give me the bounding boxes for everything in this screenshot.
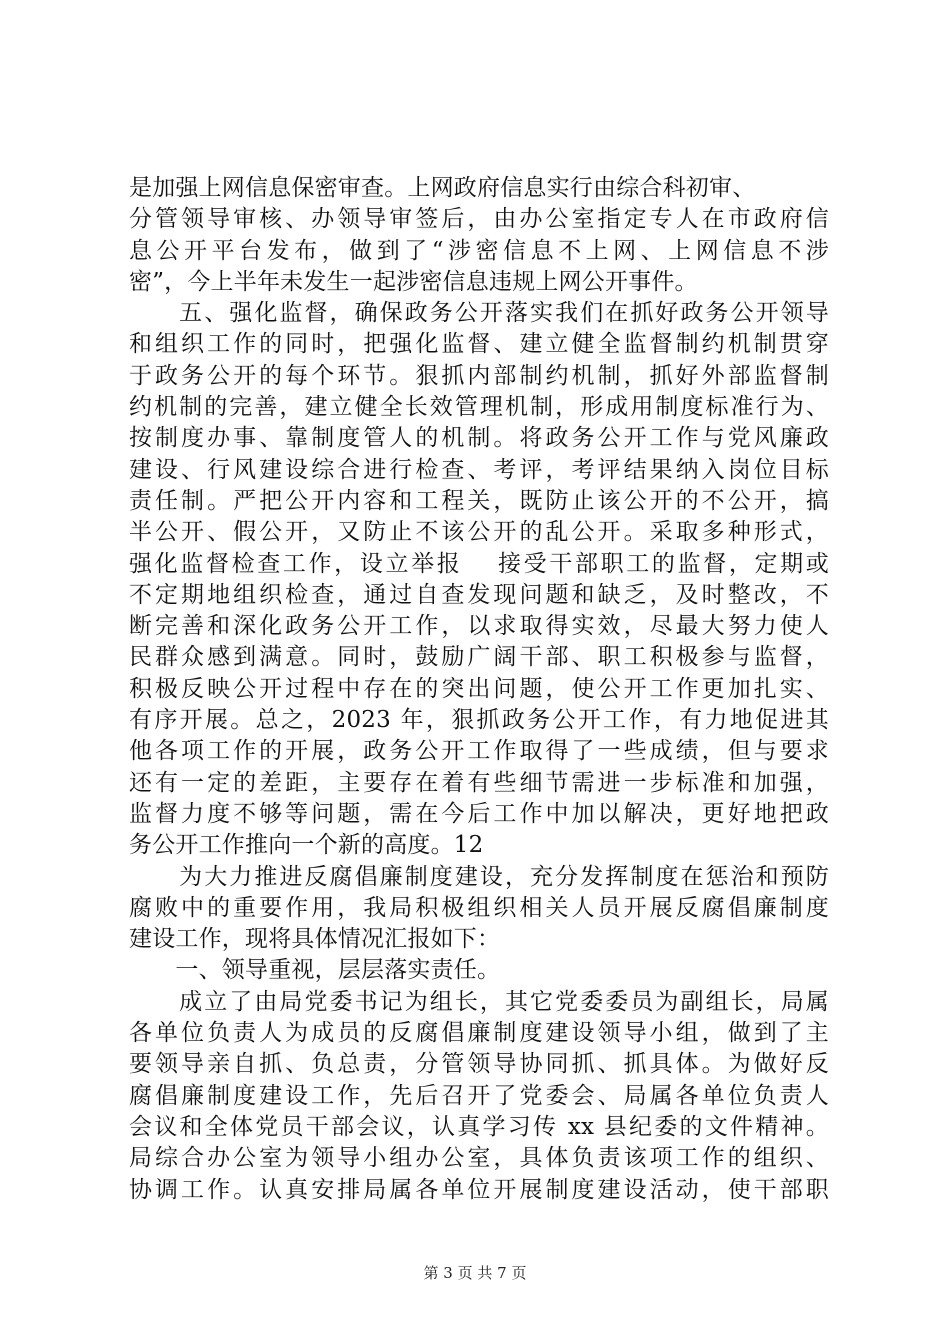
text-line: 半公开、假公开，又防止不该公开的乱公开。采取多种形式， — [129, 519, 829, 546]
text-line: 务公开工作推向一个新的高度。12 — [129, 832, 484, 859]
text-line: 责任制。严把公开内容和工程关，既防止该公开的不公开，搞 — [129, 487, 829, 514]
text-line: 分管领导审核、办领导审签后，由办公室指定专人在市政府信 — [129, 206, 829, 233]
text-line: 成立了由局党委书记为组长，其它党委委员为副组长，局属 — [129, 988, 829, 1015]
text-line: 腐倡廉制度建设工作，先后召开了党委会、局属各单位负责人 — [129, 1082, 829, 1109]
text-line: 积极反映公开过程中存在的突出问题，使公开工作更加扎实、 — [129, 675, 829, 702]
text-line: 建设、行风建设综合进行检查、考评，考评结果纳入岗位目标 — [129, 456, 829, 483]
page-footer: 第 3 页 共 7 页 — [423, 1264, 527, 1282]
text-line: 和组织工作的同时，把强化监督、建立健全监督制约机制贯穿 — [129, 331, 829, 358]
text-line: 按制度办事、靠制度管人的机制。将政务公开工作与党风廉政 — [129, 425, 829, 452]
text-line: 有序开展。总之，2023 年，狠抓政务公开工作，有力地促进其 — [129, 707, 829, 734]
text-line: 腐败中的重要作用，我局积极组织相关人员开展反腐倡廉制度 — [129, 894, 829, 921]
text-line: 为大力推进反腐倡廉制度建设，充分发挥制度在惩治和预防 — [129, 863, 829, 890]
text-line: 他各项工作的开展，政务公开工作取得了一些成绩，但与要求 — [129, 738, 829, 765]
text-line: 息公开平台发布，做到了“涉密信息不上网、上网信息不涉 — [129, 237, 829, 264]
text-line: 约机制的完善，建立健全长效管理机制，形成用制度标准行为、 — [129, 394, 829, 421]
text-line: 密”，今上半年未发生一起涉密信息违规上网公开事件。 — [129, 268, 698, 295]
text-line: 于政务公开的每个环节。狠抓内部制约机制，抓好外部监督制 — [129, 362, 829, 389]
text-line: 是加强上网信息保密审查。上网政府信息实行由综合科初审、 — [129, 175, 756, 201]
text-line: 各单位负责人为成员的反腐倡廉制度建设领导小组，做到了主 — [129, 1020, 829, 1047]
text-line: 建设工作，现将具体情况汇报如下： — [129, 926, 501, 953]
text-line: 一、领导重视，层层落实责任。 — [129, 957, 501, 984]
text-line: 五、强化监督，确保政务公开落实我们在抓好政务公开领导 — [129, 300, 829, 327]
text-line: 强化监督检查工作，设立举报 接受干部职工的监督，定期或 — [129, 550, 829, 577]
text-line: 协调工作。认真安排局属各单位开展制度建设活动，使干部职 — [129, 1176, 829, 1203]
document-body — [129, 173, 829, 1206]
text-line: 不定期地组织检查，通过自查发现问题和缺乏，及时整改，不 — [129, 581, 829, 608]
text-line: 监督力度不够等问题，需在今后工作中加以解决，更好地把政 — [129, 800, 829, 827]
text-line: 要领导亲自抓、负总责，分管领导协同抓、抓具体。为做好反 — [129, 1051, 829, 1078]
text-line: 会议和全体党员干部会议，认真学习传 xx 县纪委的文件精神。 — [129, 1113, 829, 1140]
text-line: 民群众感到满意。同时，鼓励广阔干部、职工积极参与监督， — [129, 644, 829, 671]
text-line: 还有一定的差距，主要存在着有些细节需进一步标准和加强， — [129, 769, 829, 796]
text-line: 断完善和深化政务公开工作，以求取得实效，尽最大努力使人 — [129, 613, 829, 640]
text-line: 局综合办公室为领导小组办公室，具体负责该项工作的组织、 — [129, 1145, 829, 1172]
